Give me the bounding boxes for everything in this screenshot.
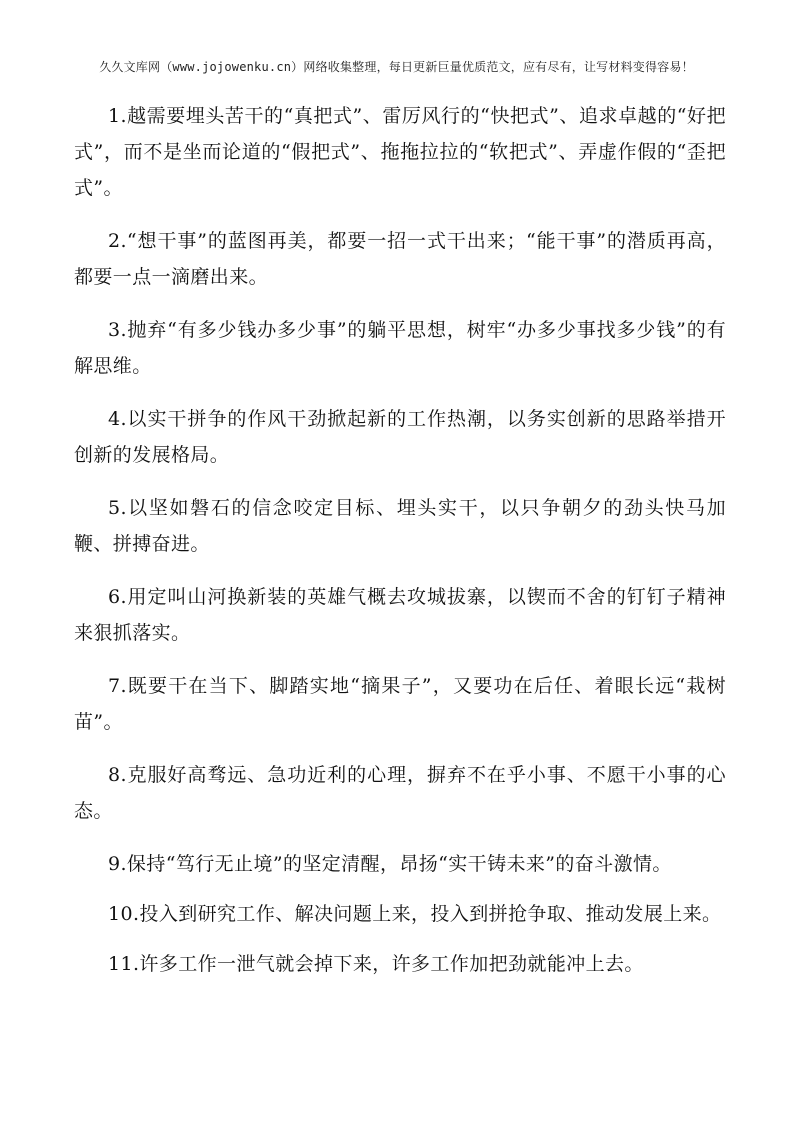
list-item: 11.许多工作一泄气就会掉下来，许多工作加把劲就能冲上去。 bbox=[108, 953, 644, 975]
list-item: 9.保持“笃行无止境”的坚定清醒，昂扬“实干铸未来”的奋斗激情。 bbox=[108, 853, 672, 875]
list-item: 2.“想干事”的蓝图再美，都要一招一式干出来；“能干事”的潜质再高，都要一点一滴磨出来。 bbox=[74, 230, 726, 288]
list-item: 3.抛弃“有多少钱办多少事”的躺平思想，树牢“办多少事找多少钱”的有解思维。 bbox=[74, 319, 726, 377]
list-item: 6.用定叫山河换新装的英雄气概去攻城拔寨，以锲而不舍的钉钉子精神来狠抓落实。 bbox=[74, 586, 726, 644]
list-item: 1.越需要埋头苦干的“真把式”、雷厉风行的“快把式”、追求卓越的“好把式”，而不是坐而论道的“假把式”、拖拖拉拉的“软把式”、弄虚作假的“歪把式”。 bbox=[74, 105, 726, 199]
list-item: 7.既要干在当下、脚踏实地“摘果子”，又要功在后任、着眼长远“栽树苗”。 bbox=[74, 675, 726, 733]
list-item: 8.克服好高骛远、急功近利的心理，摒弃不在乎小事、不愿干小事的心态。 bbox=[74, 764, 726, 822]
list-item: 10.投入到研究工作、解决问题上来，投入到拼抢争取、推动发展上来。 bbox=[108, 903, 722, 925]
page-header: 久久文库网（www.jojowenku.cn）网络收集整理，每日更新巨量优质范文，应有尽有，让写材料变得容易！ bbox=[99, 60, 694, 74]
document-body bbox=[74, 98, 726, 996]
list-item: 5.以坚如磐石的信念咬定目标、埋头实干，以只争朝夕的劲头快马加鞭、拼搏奋进。 bbox=[74, 497, 726, 555]
list-item: 4.以实干拼争的作风干劲掀起新的工作热潮，以务实创新的思路举措开创新的发展格局。 bbox=[74, 408, 726, 466]
